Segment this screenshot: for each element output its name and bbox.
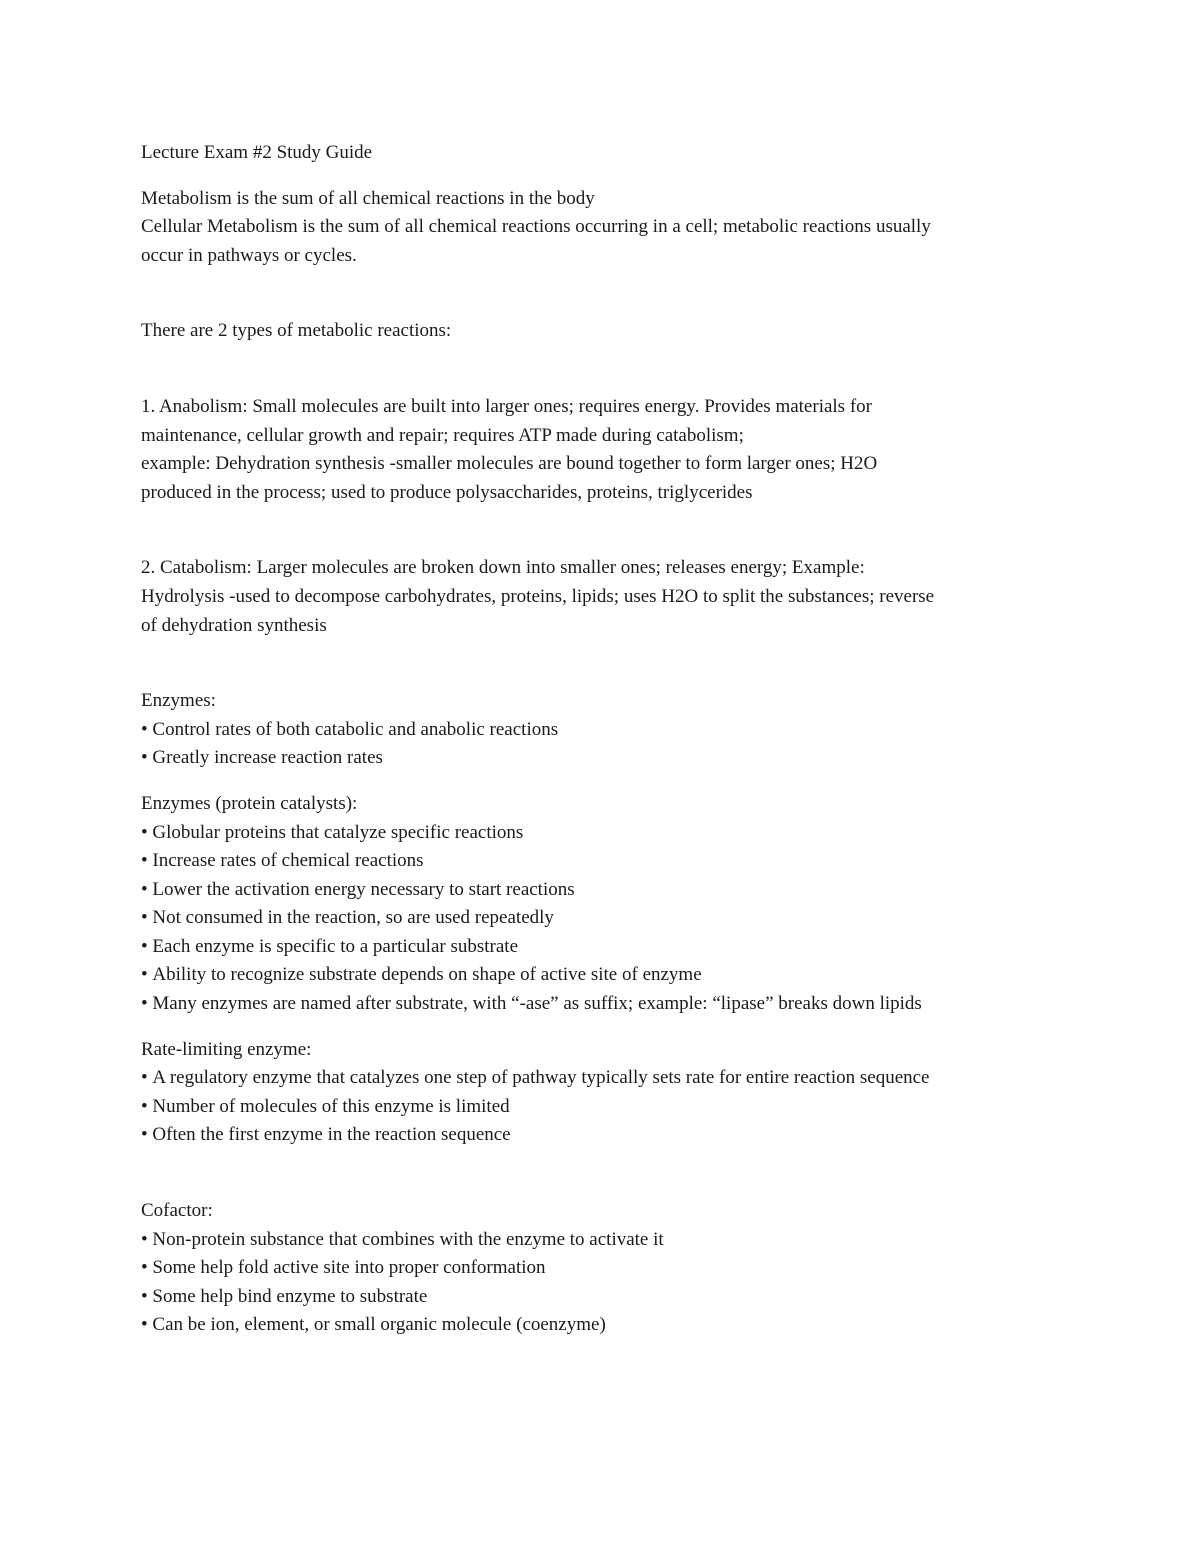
list-item: • Each enzyme is specific to a particular substrate bbox=[141, 933, 1061, 962]
intro-line: Cellular Metabolism is the sum of all chemical reactions occurring in a cell; metabolic reactions usually bbox=[141, 216, 931, 238]
list-item: • Often the first enzyme in the reaction sequence bbox=[141, 1121, 1061, 1150]
intro-line: occur in pathways or cycles. bbox=[141, 244, 357, 266]
list-item: • Increase rates of chemical reactions bbox=[141, 847, 1061, 876]
list-item: • Ability to recognize substrate depends on shape of active site of enzyme bbox=[141, 961, 1061, 990]
list-item: • A regulatory enzyme that catalyzes one step of pathway typically sets rate for entire reaction sequence bbox=[141, 1064, 1061, 1093]
intro-line: Metabolism is the sum of all chemical reactions in the body bbox=[141, 187, 595, 209]
document-title: Lecture Exam #2 Study Guide bbox=[141, 142, 373, 163]
catabolism-line: of dehydration synthesis bbox=[141, 614, 327, 636]
anabolism-line: produced in the process; used to produce polysaccharides, proteins, triglycerides bbox=[141, 481, 753, 503]
rate-limiting-heading: Rate-limiting enzyme: bbox=[141, 1038, 312, 1060]
enzymes-protein-heading: Enzymes (protein catalysts): bbox=[141, 792, 358, 814]
document-body bbox=[141, 139, 1061, 1340]
list-item: • Number of molecules of this enzyme is limited bbox=[141, 1093, 1061, 1122]
list-item: • Control rates of both catabolic and anabolic reactions bbox=[141, 716, 1061, 745]
cofactor-heading: Cofactor: bbox=[141, 1200, 213, 1222]
list-item: • Some help fold active site into proper conformation bbox=[141, 1254, 1061, 1283]
enzymes-protein-section bbox=[141, 790, 1061, 1019]
intro-paragraph bbox=[141, 185, 1061, 271]
rate-limiting-section bbox=[141, 1036, 1061, 1150]
list-item: • Some help bind enzyme to substrate bbox=[141, 1283, 1061, 1312]
list-item: • Non-protein substance that combines with the enzyme to activate it bbox=[141, 1226, 1061, 1255]
enzymes-heading: Enzymes: bbox=[141, 690, 216, 712]
list-item: • Globular proteins that catalyze specific reactions bbox=[141, 819, 1061, 848]
catabolism-line: 2. Catabolism: Larger molecules are broken down into smaller ones; releases energy; Example: bbox=[141, 557, 865, 579]
cofactor-section bbox=[141, 1197, 1061, 1340]
types-heading: There are 2 types of metabolic reactions: bbox=[141, 320, 452, 342]
catabolism-line: Hydrolysis -used to decompose carbohydrates, proteins, lipids; uses H2O to split the substances; reverse bbox=[141, 585, 935, 607]
anabolism-line: 1. Anabolism: Small molecules are built into larger ones; requires energy. Provides materials for bbox=[141, 395, 872, 417]
list-item: • Lower the activation energy necessary to start reactions bbox=[141, 876, 1061, 905]
anabolism-line: maintenance, cellular growth and repair; requires ATP made during catabolism; bbox=[141, 424, 744, 446]
enzymes-section bbox=[141, 687, 1061, 773]
anabolism-paragraph bbox=[141, 393, 1061, 507]
anabolism-line: example: Dehydration synthesis -smaller molecules are bound together to form larger ones; H2O bbox=[141, 453, 878, 475]
list-item: • Can be ion, element, or small organic molecule (coenzyme) bbox=[141, 1311, 1061, 1340]
list-item: • Not consumed in the reaction, so are used repeatedly bbox=[141, 904, 1061, 933]
list-item: • Many enzymes are named after substrate, with “-ase” as suffix; example: “lipase” breaks down lipids bbox=[141, 990, 1061, 1019]
catabolism-paragraph bbox=[141, 554, 1061, 640]
list-item: • Greatly increase reaction rates bbox=[141, 744, 1061, 773]
